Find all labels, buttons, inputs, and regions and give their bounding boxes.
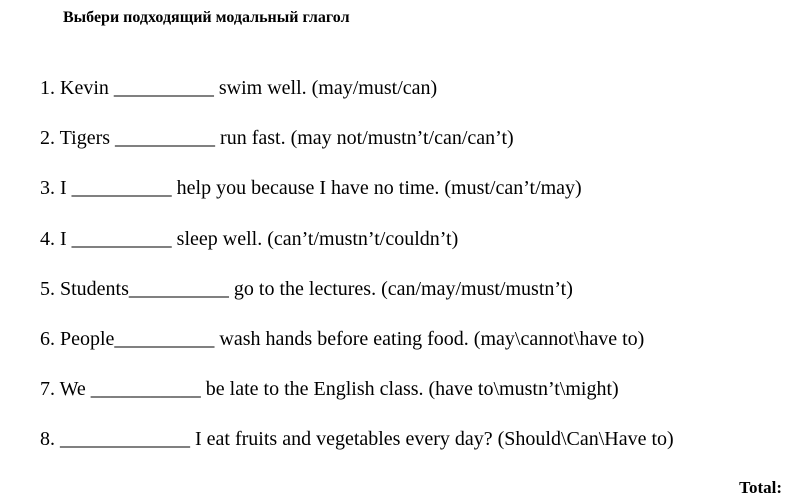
exercise-item-8: 8. _____________ I eat fruits and vegetables every day? (Should\Can\Have to) bbox=[40, 428, 674, 450]
exercise-item-1: 1. Kevin __________ swim well. (may/must/can) bbox=[40, 77, 438, 99]
exercise-item-5: 5. Students__________ go to the lectures. (can/may/must/mustn’t) bbox=[40, 278, 573, 300]
exercise-item-2: 2. Tigers __________ run fast. (may not/mustn’t/can/can’t) bbox=[40, 127, 514, 149]
exercise-item-3: 3. I __________ help you because I have no time. (must/can’t/may) bbox=[40, 177, 582, 199]
exercise-item-6: 6. People__________ wash hands before eating food. (may\cannot\have to) bbox=[40, 328, 645, 350]
exercise-item-7: 7. We ___________ be late to the English class. (have to\mustn’t\might) bbox=[40, 378, 619, 400]
exercise-item-4: 4. I __________ sleep well. (can’t/mustn’t/couldn’t) bbox=[40, 228, 459, 250]
total-label: Total: bbox=[739, 478, 782, 497]
worksheet-heading: Выбери подходящий модальный глагол bbox=[63, 9, 350, 26]
